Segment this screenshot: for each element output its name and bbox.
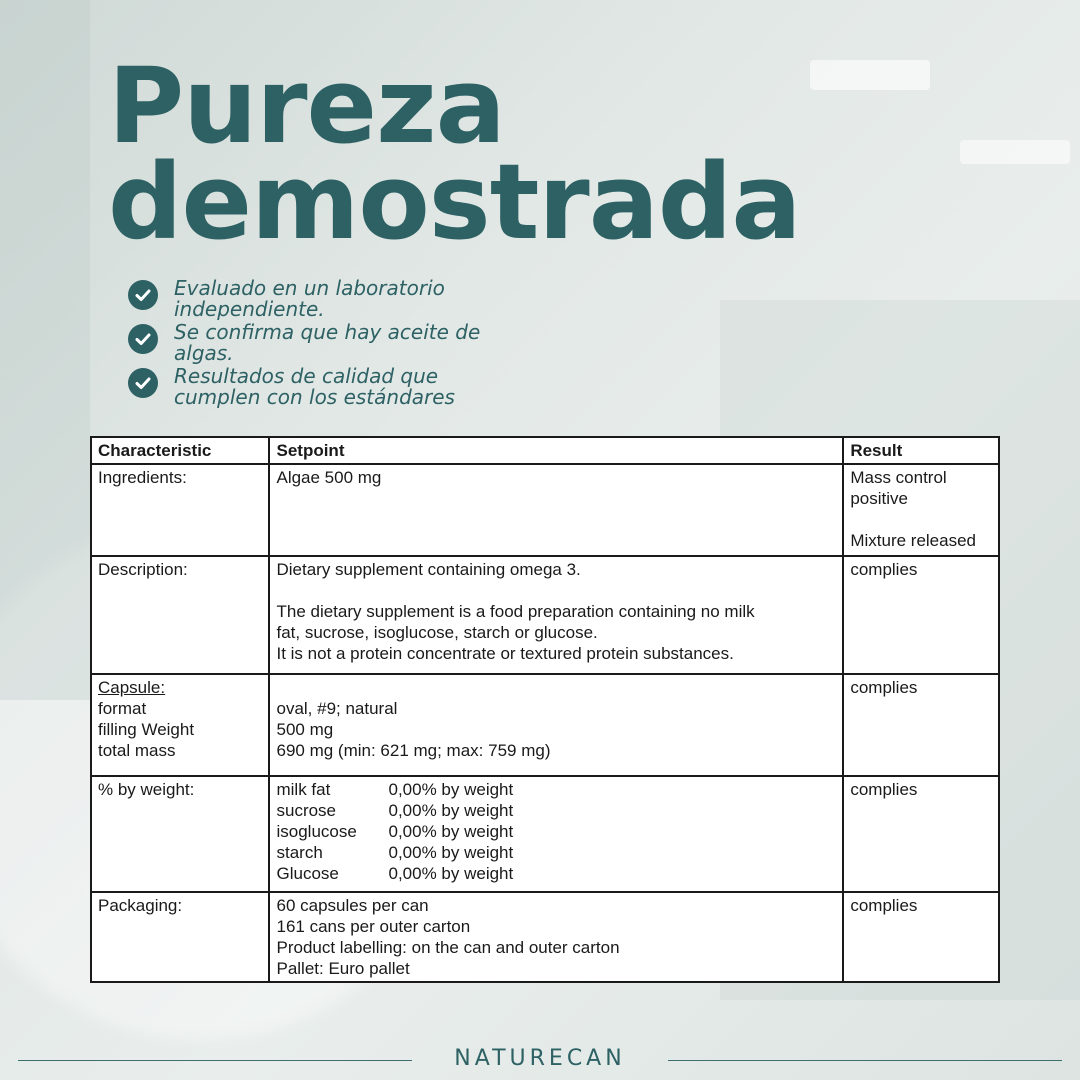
check-text: algas. [174,341,234,365]
description-result: complies [843,556,999,674]
setpoint-text: Product labelling: on the can and outer carton [276,938,620,957]
weight-item-name: milk fat [276,780,331,799]
setpoint-text: Dietary supplement containing omega 3. [276,560,581,579]
title-line-2: demostrada [108,141,801,263]
weight-item-value: 0,00% by weight [388,780,514,799]
capsule-heading: Capsule: [98,678,166,697]
background-light [960,140,1070,164]
title-line-1: Pureza [108,45,505,167]
description-label: Description: [91,556,269,674]
packaging-label: Packaging: [91,892,269,982]
setpoint-text: 161 cans per outer carton [276,917,471,936]
capsule-result: complies [843,674,999,776]
weight-item [276,842,836,863]
check-item [128,278,548,320]
capsule-sub-label: format [98,699,147,718]
header-characteristic: Characteristic [91,437,269,464]
check-text: Se confirma que hay aceite de [174,320,481,344]
weight-result: complies [843,776,999,892]
setpoint-text: 60 capsules per can [276,896,429,915]
brand-logo: NATURECAN [454,1046,626,1071]
packaging-setpoint [269,892,843,982]
capsule-setpoint [269,674,843,776]
check-item [128,322,548,364]
setpoint-text: 500 mg [276,720,334,739]
packaging-result: complies [843,892,999,982]
weight-item-name: sucrose [276,801,337,820]
page-title [108,45,801,263]
check-circle-icon [128,368,158,398]
check-circle-icon [128,280,158,310]
weight-label: % by weight: [91,776,269,892]
weight-item-value: 0,00% by weight [388,864,514,883]
check-item [128,366,548,408]
result-text: Mass control [850,468,947,487]
specification-table [90,436,1000,983]
capsule-label [91,674,269,776]
setpoint-text: It is not a protein concentrate or textured protein substances. [276,644,734,663]
weight-item-value: 0,00% by weight [388,843,514,862]
setpoint-text: oval, #9; natural [276,699,398,718]
table-header-row [91,437,999,464]
checklist [128,278,548,410]
check-text: cumplen con los estándares [174,385,455,409]
weight-setpoint [269,776,843,892]
table-row [91,892,999,982]
weight-item [276,800,836,821]
check-circle-icon [128,324,158,354]
header-setpoint: Setpoint [269,437,843,464]
header-result: Result [843,437,999,464]
setpoint-text: 690 mg (min: 621 mg; max: 759 mg) [276,741,551,760]
weight-item [276,821,836,842]
footer-divider-right [668,1060,1062,1061]
weight-item-name: Glucose [276,864,339,883]
table-row [91,556,999,674]
background-door-shape [0,0,90,700]
table-row [91,776,999,892]
ingredients-result [843,464,999,556]
result-text: Mixture released [850,531,976,550]
weight-item-value: 0,00% by weight [388,801,514,820]
setpoint-text: fat, sucrose, isoglucose, starch or glucose. [276,623,598,642]
ingredients-setpoint: Algae 500 mg [269,464,843,556]
result-text: positive [850,489,908,508]
capsule-sub-label: filling Weight [98,720,195,739]
check-text: independiente. [174,297,325,321]
table-row [91,464,999,556]
weight-item [276,779,836,800]
setpoint-text: Pallet: Euro pallet [276,959,410,978]
ingredients-label: Ingredients: [91,464,269,556]
check-text: Resultados de calidad que [174,364,439,388]
weight-item [276,863,836,884]
weight-item-name: starch [276,843,323,862]
background-light [810,60,930,90]
footer-divider-left [18,1060,412,1061]
weight-item-name: isoglucose [276,822,357,841]
check-text: Evaluado en un laboratorio [174,276,445,300]
table-row [91,674,999,776]
weight-item-value: 0,00% by weight [388,822,514,841]
description-setpoint [269,556,843,674]
setpoint-text: The dietary supplement is a food preparation containing no milk [276,602,755,621]
capsule-sub-label: total mass [98,741,176,760]
